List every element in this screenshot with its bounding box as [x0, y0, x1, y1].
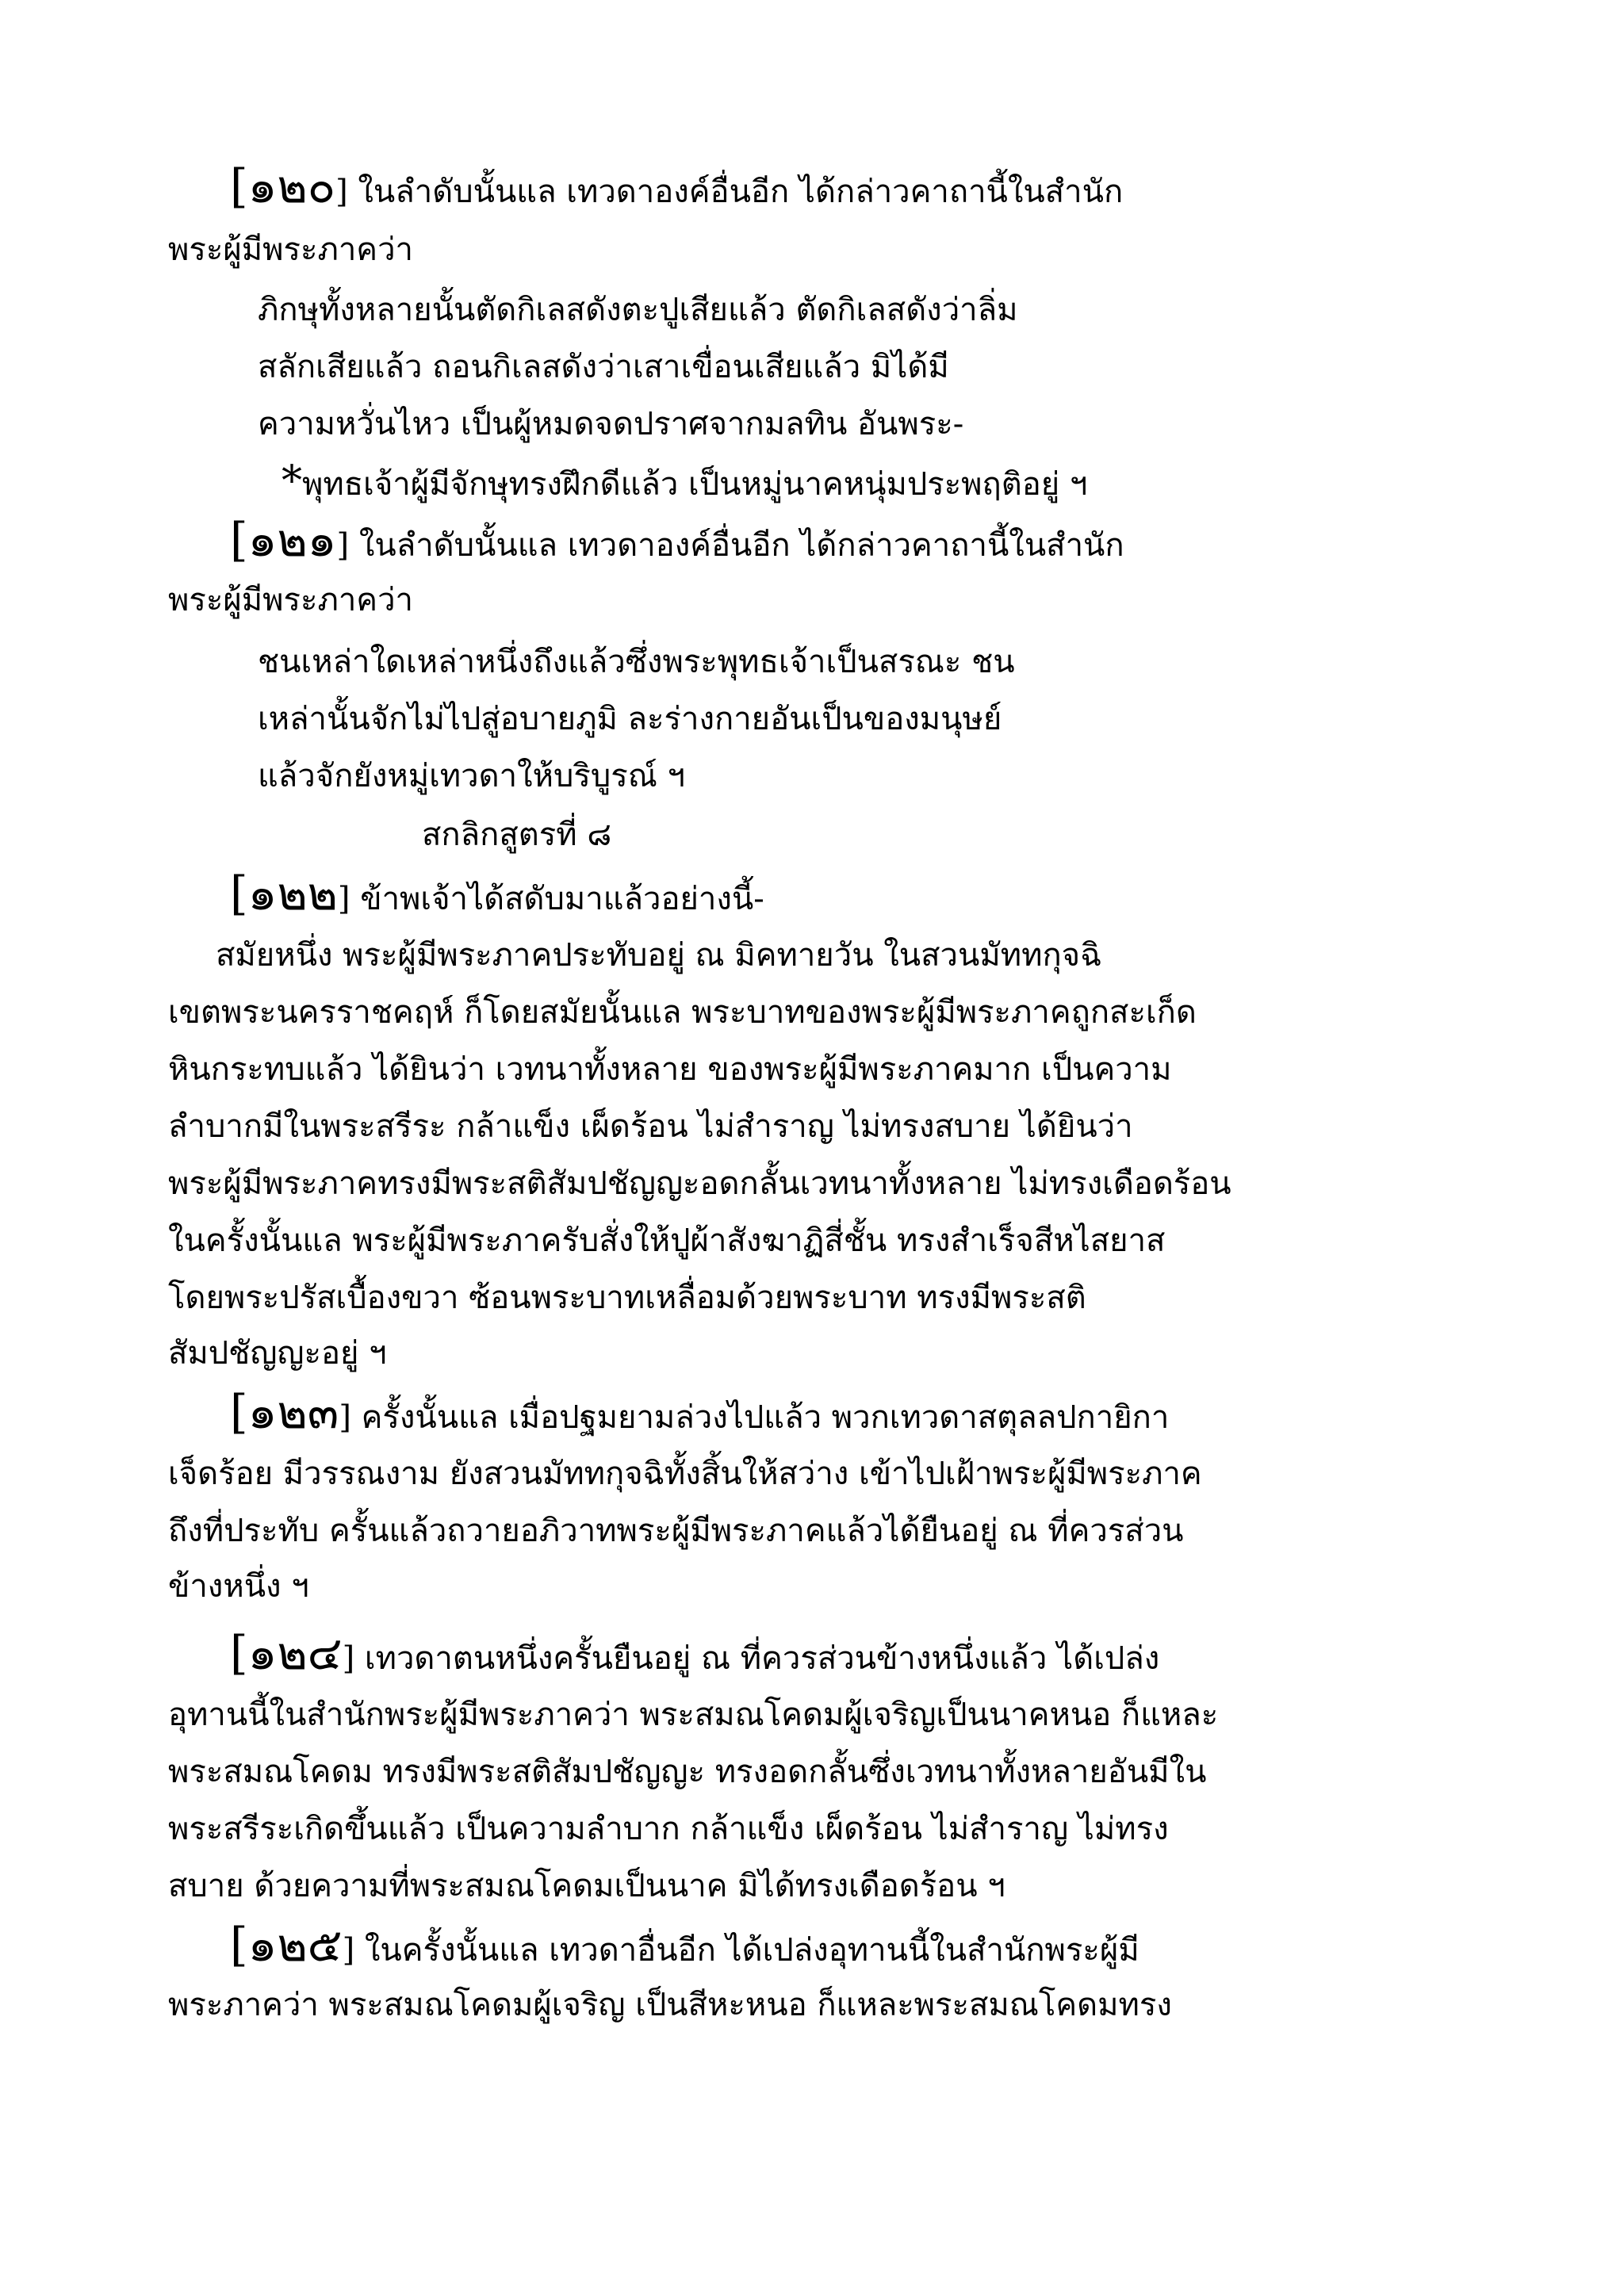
paragraph-line: สบาย ด้วยความที่พระสมณโคดมเป็นนาค มิได้ทรงเดือดร้อน ฯ	[168, 1868, 1005, 1904]
paragraph-line: เจ็ดร้อย มีวรรณงาม ยังสวนมัททกุจฉิทั้งสิ้นให้สว่าง เข้าไปเฝ้าพระผู้มีพระภาค	[168, 1456, 1202, 1492]
verse-line: ภิกษุทั้งหลายนั้นตัดกิเลสดังตะปูเสียแล้ว ตัดกิเลสดังว่าลิ่ม	[258, 292, 1018, 328]
paragraph-line: พระสมณโคดม ทรงมีพระสติสัมปชัญญะ ทรงอดกลั้นซึ่งเวทนาทั้งหลายอันมีใน	[168, 1754, 1207, 1790]
footnote-star-icon: *	[282, 457, 302, 505]
paragraph-line: โดยพระปรัสเบื้องขวา ซ้อนพระบาทเหลื่อมด้วยพระบาท ทรงมีพระสติ	[168, 1280, 1086, 1316]
sutta-heading: สกลิกสูตรที่ ๘	[422, 817, 612, 853]
line-text: ] ในลำดับนั้นแล เทวดาองค์อื่นอีก ได้กล่าวคาถานี้ในสำนัก	[336, 527, 1124, 564]
paragraph-125-line-1	[230, 1917, 1139, 1978]
paragraph-120-line-2: พระผู้มีพระภาคว่า	[168, 232, 413, 268]
paragraph-124-line-1	[230, 1625, 1159, 1686]
paragraph-line: ถึงที่ประทับ ครั้นแล้วถวายอภิวาทพระผู้มีพระภาคแล้วได้ยืนอยู่ ณ ที่ควรส่วน	[168, 1513, 1184, 1549]
paragraph-123-line-1	[230, 1384, 1169, 1445]
paragraph-121-line-2: พระผู้มีพระภาคว่า	[168, 582, 413, 618]
paragraph-line: พระสรีระเกิดขึ้นแล้ว เป็นความลำบาก กล้าแข็ง เผ็ดร้อน ไม่สำราญ ไม่ทรง	[168, 1811, 1169, 1847]
line-text: ] ข้าพเจ้าได้สดับมาแล้วอย่างนี้-	[337, 881, 764, 917]
paragraph-line: หินกระทบแล้ว ได้ยินว่า เวทนาทั้งหลาย ของพระผู้มีพระภาคมาก เป็นความ	[168, 1051, 1172, 1088]
paragraph-number: [๑๒๕	[230, 1918, 343, 1972]
paragraph-line: พระผู้มีพระภาคทรงมีพระสติสัมปชัญญะอดกลั้นเวทนาทั้งหลาย ไม่ทรงเดือดร้อน	[168, 1165, 1231, 1202]
paragraph-line: เขตพระนครราชคฤห์ ก็โดยสมัยนั้นแล พระบาทของพระผู้มีพระภาคถูกสะเก็ด	[168, 994, 1197, 1031]
verse-line: ความหวั่นไหว เป็นผู้หมดจดปราศจากมลทิน อันพระ-	[258, 406, 964, 442]
paragraph-122-line-1	[230, 866, 764, 927]
paragraph-number: [๑๒๐	[230, 159, 336, 213]
line-text: ] ในครั้งนั้นแล เทวดาอื่นอีก ได้เปล่งอุทานนี้ในสำนักพระผู้มี	[342, 1932, 1139, 1969]
line-text: ] ครั้งนั้นแล เมื่อปฐมยามล่วงไปแล้ว พวกเทวดาสตุลลปกายิกา	[339, 1399, 1170, 1436]
paragraph-121-line-1	[230, 512, 1124, 573]
verse-line: แล้วจักยังหมู่เทวดาให้บริบูรณ์ ฯ	[258, 758, 685, 794]
paragraph-line: ในครั้งนั้นแล พระผู้มีพระภาครับสั่งให้ปูผ้าสังฆาฏิสี่ชั้น ทรงสำเร็จสีหไสยาส	[168, 1223, 1166, 1259]
paragraph-number: [๑๒๓	[230, 1385, 339, 1439]
line-text: ] ในลำดับนั้นแล เทวดาองค์อื่นอีก ได้กล่าวคาถานี้ในสำนัก	[335, 174, 1124, 210]
paragraph-120-line-1	[230, 159, 1123, 220]
paragraph-line: ข้างหนึ่ง ฯ	[168, 1568, 309, 1605]
line-text: ] เทวดาตนหนึ่งครั้นยืนอยู่ ณ ที่ควรส่วนข้างหนึ่งแล้ว ได้เปล่ง	[342, 1640, 1160, 1677]
paragraph-line: สมัยหนึ่ง พระผู้มีพระภาคประทับอยู่ ณ มิคทายวัน ในสวนมัททกุจฉิ	[216, 937, 1102, 974]
paragraph-number: [๑๒๒	[230, 867, 338, 920]
verse-line: สลักเสียแล้ว ถอนกิเลสดังว่าเสาเขื่อนเสียแล้ว มิได้มี	[258, 349, 949, 385]
verse-line: ชนเหล่าใดเหล่าหนึ่งถึงแล้วซึ่งพระพุทธเจ้าเป็นสรณะ ชน	[258, 644, 1015, 680]
paragraph-line: สัมปชัญญะอยู่ ฯ	[168, 1335, 387, 1372]
paragraph-number: [๑๒๑	[230, 513, 337, 567]
paragraph-line: อุทานนี้ในสำนักพระผู้มีพระภาคว่า พระสมณโคดมผู้เจริญเป็นนาคหนอ ก็แหละ	[168, 1697, 1219, 1733]
verse-line-starred	[282, 453, 1087, 512]
paragraph-line: พระภาคว่า พระสมณโคดมผู้เจริญ เป็นสีหะหนอ ก็แหละพระสมณโคดมทรง	[168, 1987, 1172, 2023]
paragraph-number: [๑๒๔	[230, 1626, 343, 1680]
verse-line: เหล่านั้นจักไม่ไปสู่อบายภูมิ ละร่างกายอันเป็นของมนุษย์	[258, 701, 1002, 737]
paragraph-line: ลำบากมีในพระสรีระ กล้าแข็ง เผ็ดร้อน ไม่สำราญ ไม่ทรงสบาย ได้ยินว่า	[168, 1108, 1133, 1145]
line-text: พุทธเจ้าผู้มีจักษุทรงฝึกดีแล้ว เป็นหมู่นาคหนุ่มประพฤติอยู่ ฯ	[302, 466, 1088, 503]
